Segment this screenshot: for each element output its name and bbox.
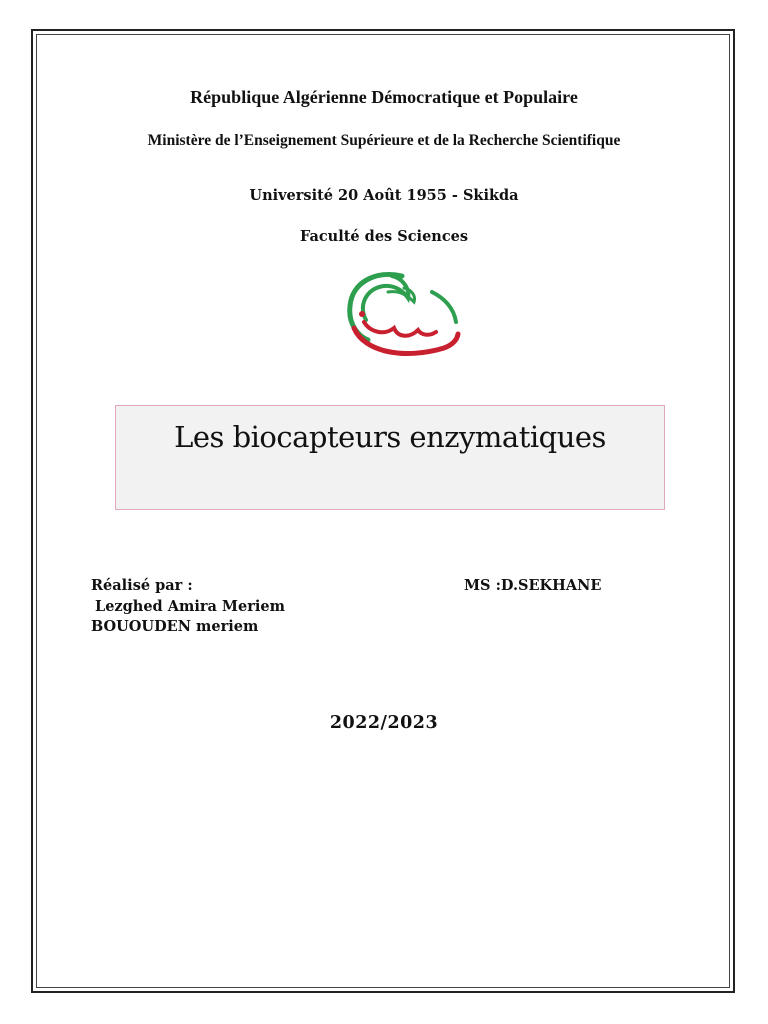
page-border-inner: [36, 34, 730, 988]
author-name: BOUOUDEN meriem: [91, 618, 259, 635]
supervisor-name: MS :D.SEKHANE: [464, 577, 602, 594]
faculty-name: Faculté des Sciences: [299, 228, 469, 245]
document-title: Les biocapteurs enzymatiques: [174, 420, 606, 454]
academic-year: 2022/2023: [329, 713, 439, 733]
author-name: Lezghed Amira Meriem: [95, 598, 285, 615]
title-box: [115, 405, 665, 510]
university-logo-icon: [344, 266, 462, 360]
ministry-heading: Ministère de l’Enseignement Supérieure et de la Recherche Scientifique: [147, 132, 621, 149]
realise-label: Réalisé par :: [91, 577, 193, 594]
republic-heading: République Algérienne Démocratique et Populaire: [190, 87, 578, 107]
university-name: Université 20 Août 1955 - Skikda: [249, 187, 519, 204]
